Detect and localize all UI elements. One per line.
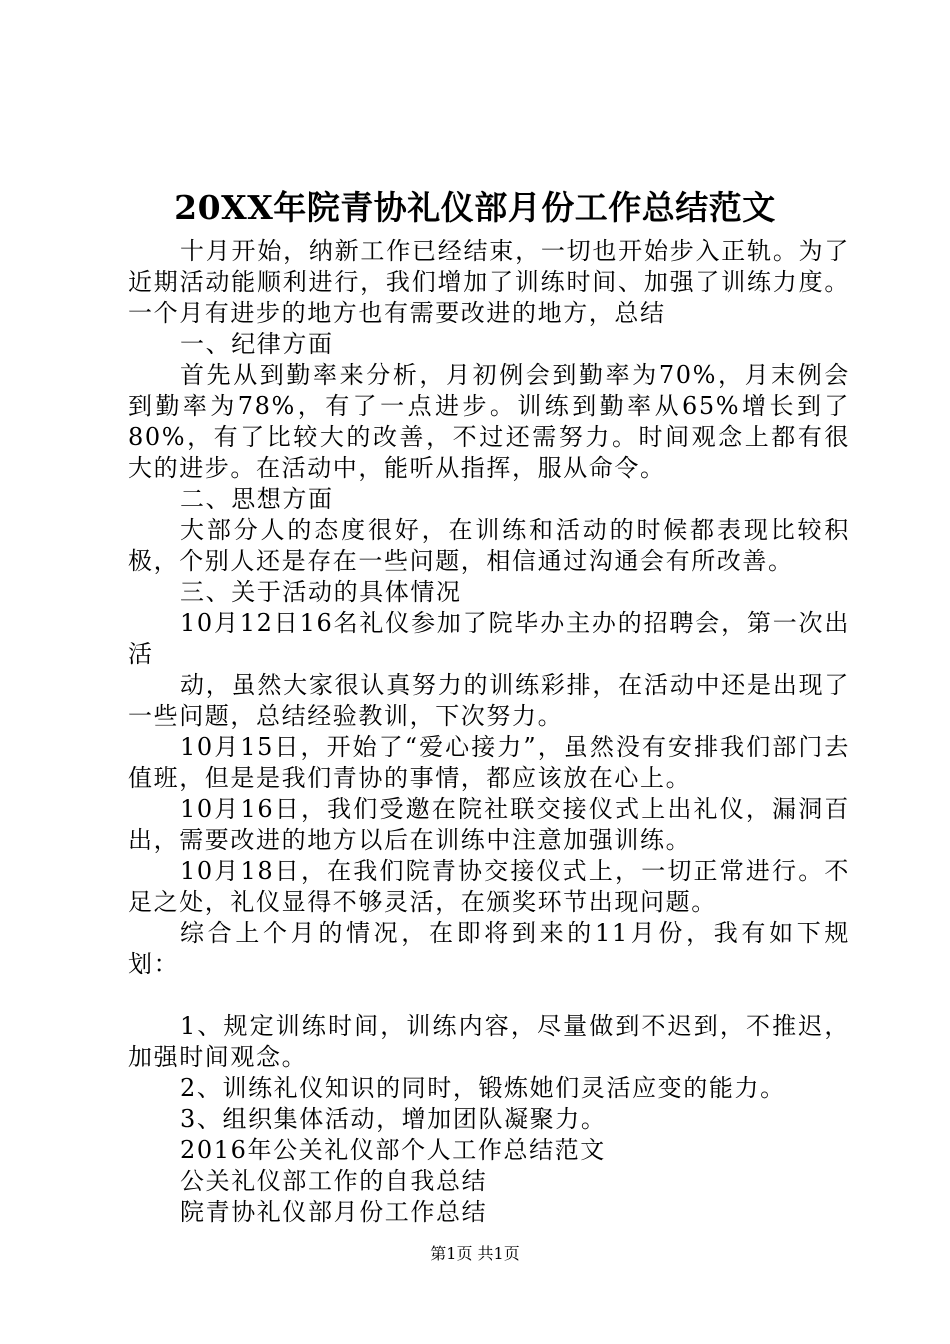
paragraph-oct-16: 10月16日，我们受邀在院社联交接仪式上出礼仪，漏洞百出，需要改进的地方以后在训练中注意加强训练。 bbox=[128, 795, 850, 854]
paragraph-oct-12: 10月12日16名礼仪参加了院毕办主办的招聘会，第一次出活 bbox=[128, 609, 850, 668]
paragraph-oct-12-continued: 动，虽然大家很认真努力的训练彩排，在活动中还是出现了一些问题，总结经验教训，下次努力。 bbox=[128, 671, 850, 730]
section-heading-activities: 三、关于活动的具体情况 bbox=[180, 578, 462, 606]
plan-item-2: 2、训练礼仪知识的同时，锻炼她们灵活应变的能力。 bbox=[180, 1074, 786, 1102]
page-footer: 第1页 共1页 bbox=[430, 1244, 520, 1263]
related-title-2: 公关礼仪部工作的自我总结 bbox=[180, 1167, 488, 1195]
paragraph-oct-18: 10月18日，在我们院青协交接仪式上，一切正常进行。不足之处，礼仪显得不够灵活，在颁奖环节出现问题。 bbox=[128, 857, 850, 916]
paragraph-attendance: 首先从到勤率来分析，月初例会到勤率为70%，月末例会到勤率为78%，有了一点进步。训练到勤率从65%增长到了80%，有了比较大的改善，不过还需努力。时间观念上都有很大的进步。在活动中，能听从指挥，服从命令。 bbox=[128, 361, 850, 482]
document-title: 20XX年院青协礼仪部月份工作总结范文 bbox=[174, 188, 776, 227]
document-body bbox=[128, 236, 850, 1228]
paragraph-oct-15: 10月15日，开始了“爱心接力”，虽然没有安排我们部门去值班，但是是我们青协的事情，都应该放在心上。 bbox=[128, 733, 850, 792]
plan-item-1: 1、规定训练时间，训练内容，尽量做到不迟到，不推迟，加强时间观念。 bbox=[128, 1012, 850, 1071]
paragraph-attitude: 大部分人的态度很好，在训练和活动的时候都表现比较积极，个别人还是存在一些问题，相信通过沟通会有所改善。 bbox=[128, 516, 850, 575]
related-title-3: 院青协礼仪部月份工作总结 bbox=[180, 1198, 488, 1226]
paragraph-intro: 十月开始，纳新工作已经结束，一切也开始步入正轨。为了近期活动能顺利进行，我们增加了训练时间、加强了训练力度。一个月有进步的地方也有需要改进的地方，总结 bbox=[128, 237, 850, 327]
section-heading-discipline: 一、纪律方面 bbox=[180, 330, 334, 358]
related-title-1: 2016年公关礼仪部个人工作总结范文 bbox=[180, 1136, 606, 1164]
plan-item-3: 3、组织集体活动，增加团队凝聚力。 bbox=[180, 1105, 607, 1133]
section-heading-thinking: 二、思想方面 bbox=[180, 485, 334, 513]
paragraph-plan-intro: 综合上个月的情况，在即将到来的11月份，我有如下规划： bbox=[128, 919, 850, 978]
blank-line bbox=[128, 980, 850, 1011]
